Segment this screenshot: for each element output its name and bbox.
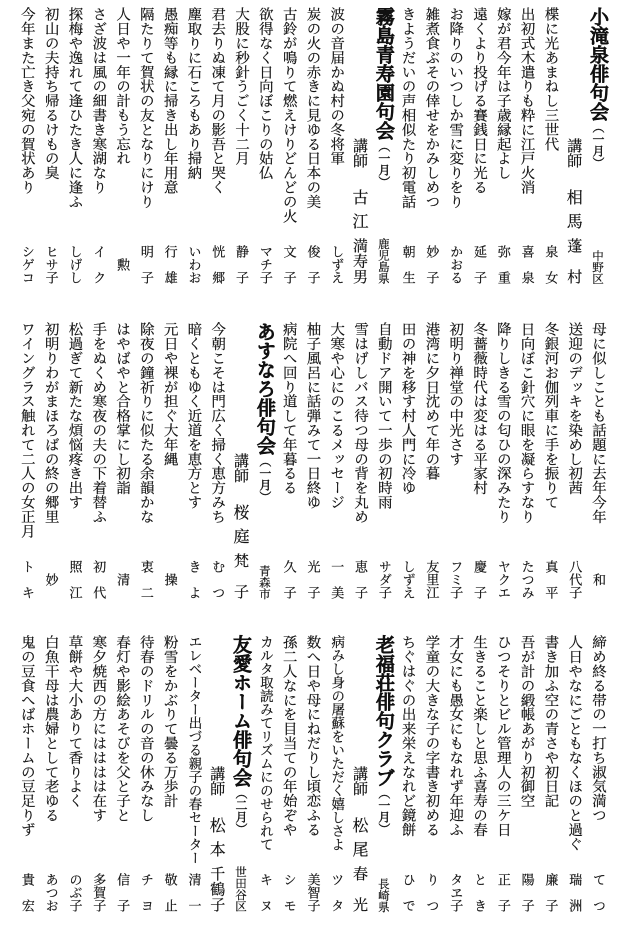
haiku-column [14,315,38,615]
haiku-column [62,315,86,615]
section-title [585,7,609,169]
haiku-column [323,628,347,928]
haiku-column [133,0,157,300]
haiku-author: 恍郷 [209,245,225,284]
haiku-text: 人日や一年の計もう忘れ [114,7,131,166]
haiku-column [538,0,562,300]
haiku-author: あつお [42,873,58,912]
haiku-text: 人日やなにごともなくほのと過ぐ [566,635,583,851]
section-title-column [585,0,609,300]
haiku-author: 恵子 [352,560,368,599]
lecturer-column [204,628,228,928]
haiku-author: 泉女 [542,245,558,284]
haiku-text: 愚痴等も縁に掃き出し年用意 [161,7,178,195]
haiku-column [276,628,300,928]
haiku-author: のぶ子 [66,873,82,912]
haiku-author: 久子 [280,560,296,599]
haiku-column [228,0,252,300]
haiku-text: 手をぬくめ寒夜の夫の下着替ふ [90,322,107,524]
haiku-author: ヒサ子 [42,245,58,284]
lecturer-column [561,0,585,300]
haiku-author: 明子 [137,245,153,284]
haiku-text: 塵取りに石ころもあり掃納 [185,7,202,180]
club-name: 霧島青寿園句会 [372,7,395,140]
haiku-text: 楪に光あまねし三世代 [542,7,559,151]
haiku-author: マチ子 [256,245,272,284]
session-month: （一月） [591,121,605,169]
haiku-author: サダ子 [375,560,391,599]
haiku-author: たつみ [518,560,534,599]
haiku-author: タヱ子 [447,873,463,912]
haiku-column [252,628,276,928]
haiku-column [133,628,157,928]
haiku-author: 衷二 [137,560,153,599]
lecturer-given-name: 蓬村 [565,238,584,284]
haiku-text: 港湾に夕日沈めて年の暮 [423,322,440,481]
haiku-column [38,628,62,928]
haiku-text: 初山の夫持ち帰るけもの臭 [42,7,59,180]
haiku-author: 妙子 [423,245,439,284]
section-title [228,635,252,835]
top-band [0,0,623,300]
haiku-text: 冬銀河お伽列車に手を振りて [542,322,559,510]
haiku-text: 書き加ふ空の青さや初日記 [542,635,559,808]
haiku-column [157,0,181,300]
haiku-text: 待春のドリルの音の休みなし [137,635,154,823]
haiku-text: 雪はげしバス待つ母の背を丸め [352,322,369,524]
haiku-text: 吾が計の緞帳あがり初御空 [518,635,535,808]
haiku-column [38,315,62,615]
haiku-text: 降りしきる雪の匂ひの深みたり [494,322,511,524]
haiku-column [466,628,490,928]
middle-band [0,315,623,615]
haiku-text: 寒夕焼西の方にはははは在す [90,635,107,823]
haiku-column [157,628,181,928]
section-title-column [371,0,395,300]
haiku-author: 陽子 [518,873,534,912]
bottom-band [0,628,623,928]
haiku-column [109,0,133,300]
haiku-column [181,628,205,928]
location: 青森市 [257,564,272,599]
location: 世田谷区 [234,866,249,912]
haiku-column [157,315,181,615]
haiku-column [347,315,371,615]
haiku-author: 友里江 [423,560,439,599]
haiku-column [514,0,538,300]
haiku-text: 学童の大きな子の字書き初める [423,635,440,837]
haiku-text: 田の神を移す村人門に冷ゆ [399,322,416,495]
haiku-author: 弥重 [494,245,510,284]
section-title-column [228,628,252,928]
section-title [371,635,395,835]
haiku-column [109,315,133,615]
haiku-column [300,315,324,615]
haiku-author: 静子 [233,245,249,284]
haiku-text: 雑煮食ぶその倖せをかみしめつ [423,7,440,209]
haiku-column [85,0,109,300]
haiku-text: 君去りぬ凍て月の影吾と哭く [209,7,226,195]
lecturer-surname: 松本 [207,817,227,865]
haiku-text: エレベーター出づる親子の春セーター [185,635,202,865]
haiku-column [442,315,466,615]
haiku-text: 才女にも愚女にもなれず年迎ふ [447,635,464,837]
column-group [14,628,609,928]
haiku-column [276,315,300,615]
haiku-column [490,0,514,300]
column-group [14,315,609,615]
haiku-text: 炭の火の赤きに見ゆる日本の美 [304,7,321,209]
haiku-column [252,0,276,300]
haiku-text: さざ波は風の細書き寒湖なり [90,7,107,195]
haiku-author: しずえ [399,560,415,599]
lecturer-surname: 古江 [350,189,370,237]
haiku-author: 廉子 [542,873,558,912]
haiku-text: きようだいの声相似たり初電話 [399,7,416,209]
haiku-column [442,628,466,928]
haiku-author: 初代 [90,560,106,599]
haiku-column [395,0,419,300]
haiku-text: 探梅や逸れて逢ひたき人に逢ふ [66,7,83,209]
haiku-column [181,315,205,615]
haiku-column [466,0,490,300]
haiku-author: 八代子 [566,560,582,599]
haiku-author: シモ [280,873,296,912]
haiku-column [181,0,205,300]
location: 中野区 [591,249,605,284]
haiku-column [109,628,133,928]
haiku-text: 大寒や心にのこるメッセージ [328,322,345,510]
haiku-author: 操 [161,573,177,586]
haiku-author: 慶子 [471,560,487,599]
haiku-author: イク [90,245,106,284]
column-group [14,0,609,300]
haiku-column [419,628,443,928]
lecturer-column [228,315,252,615]
haiku-author: 真平 [542,560,558,599]
haiku-column [419,315,443,615]
haiku-author: 勲 [114,258,130,271]
lecturer-given-name: 春光 [351,866,370,912]
haiku-column [514,315,538,615]
haiku-text: 柚子風呂に話弾みて一日終ゆ [304,322,321,510]
haiku-author: フミ子 [447,560,463,599]
session-month: （一月） [376,140,391,188]
lecturer-label: 講師 [351,766,370,796]
haiku-author: 文子 [280,245,296,284]
haiku-author: 瑞洲 [566,873,582,912]
haiku-text: 嫁が君今年は子歳縁起よし [494,7,511,180]
haiku-author: チヨ [137,873,153,912]
lecturer-label: 講師 [232,453,251,483]
haiku-column [323,0,347,300]
haiku-text: 冬薔薇時代は変はる平家村 [471,322,488,495]
haiku-column [490,315,514,615]
haiku-text: 送迎のデッキを染めし初茜 [566,322,583,495]
section-title-column [252,315,276,615]
haiku-author: ツタ [328,873,344,912]
haiku-text: 元日や裸が担ぐ大年縄 [161,322,178,466]
haiku-author: かおる [447,245,463,284]
haiku-text: 暗くともゆく近道を恵方とす [185,322,202,510]
haiku-author: 正子 [494,873,510,912]
haiku-text: 草餅や大小ありて香りよく [66,635,83,808]
haiku-text: 初明りわがまほろばの終の郷里 [42,322,59,524]
haiku-column [395,628,419,928]
haiku-text: カルタ取読みてリズムにのせられて [256,635,273,851]
location: 長崎県 [376,877,391,912]
haiku-column [85,628,109,928]
haiku-author: 光子 [304,560,320,599]
haiku-author: キヌ [256,873,272,912]
haiku-text: 粉雪をかぶりて曇る万歩計 [161,635,178,808]
haiku-column [538,315,562,615]
haiku-author: 行雄 [161,245,177,284]
haiku-text: 古鈴が鳴りて燃えけりどんどの火 [280,7,297,223]
haiku-column [490,628,514,928]
haiku-column [371,315,395,615]
haiku-text: 春灯や影絵あそびを父と子と [114,635,131,823]
haiku-text: 松過ぎて新たな煩悩疼き出す [66,322,83,510]
haiku-author: トキ [18,560,34,599]
haiku-text: ひつそりとビル管理人の三ケ日 [494,635,511,837]
haiku-author: 照江 [66,560,82,599]
haiku-column [85,315,109,615]
haiku-author: 信子 [114,873,130,912]
haiku-author: 貴宏 [18,873,34,912]
lecturer-label: 講師 [208,766,227,796]
section-title-column [371,628,395,928]
lecturer-surname: 桜庭 [231,504,251,552]
haiku-author: 清一 [185,873,201,912]
haiku-column [561,315,585,615]
haiku-text: お降りのいつしか雪に変りをり [447,7,464,209]
haiku-text: 波の音届かぬ村の冬将軍 [328,7,345,166]
haiku-author: しずえ [328,245,344,284]
haiku-author: 敬止 [161,873,177,912]
haiku-author: 清 [114,573,130,586]
haiku-column [204,0,228,300]
club-name: 老福荘俳句クラブ [372,635,395,787]
haiku-column [395,315,419,615]
haiku-text: 大股に秒針うごく十二月 [233,7,250,166]
haiku-column [62,628,86,928]
haiku-author: 朝生 [399,245,415,284]
club-name: 友愛ホーム俳句会 [230,635,253,787]
haiku-author: 一美 [328,560,344,599]
haiku-column [419,0,443,300]
haiku-column [585,628,609,928]
haiku-author: むつ [209,560,225,599]
haiku-column [442,0,466,300]
haiku-author: 俊子 [304,245,320,284]
haiku-column [323,315,347,615]
lecturer-label: 講師 [565,138,584,168]
haiku-column [38,0,62,300]
haiku-column [585,315,609,615]
lecturer-given-name: 満寿男 [351,238,370,284]
haiku-text: 除夜の鐘祈りに似たる余韻かな [137,322,154,524]
haiku-text: 孫二人なにを目当ての年始ぞや [280,635,297,837]
haiku-author: 妙 [42,573,58,586]
haiku-column [561,628,585,928]
haiku-author: 喜泉 [518,245,534,284]
haiku-author: きよ [185,560,201,599]
haiku-text: 日向ぼこ針穴に眼を凝らすなり [518,322,535,524]
session-month: （一月） [376,787,391,835]
haiku-author: 和 [590,573,605,586]
haiku-author: ヤクエ [494,560,510,599]
section-title [252,322,276,503]
lecturer-given-name: 梵子 [232,553,251,599]
session-month: （二月） [234,787,249,835]
location: 鹿児島県 [376,238,391,284]
club-name: 小滝泉俳句会 [587,7,609,121]
haiku-text: 病みし身の屠蘇をいただく嬉しさよ [328,635,345,851]
haiku-column [538,628,562,928]
haiku-text: 生きること楽しと思ふ喜寿の春 [471,635,488,837]
haiku-author: 延子 [471,245,487,284]
haiku-column [14,628,38,928]
haiku-column [300,0,324,300]
session-month: （一月） [257,455,272,503]
haiku-text: はやばやと合格掌にし初詣 [114,322,131,495]
haiku-column [466,315,490,615]
haiku-text: 鬼の豆食へばホームの豆足りず [18,635,35,837]
haiku-author: りつ [423,873,439,912]
haiku-author: てつ [590,873,605,912]
haiku-text: 出初式木遣りも粋に江戸火消 [518,7,535,195]
section-title [371,7,395,188]
haiku-column [514,628,538,928]
haiku-column [204,315,228,615]
haiku-text: 遠くより投げる賽銭日に光る [471,7,488,195]
haiku-text: 数へ日や母にねだりし頃恋ふる [304,635,321,837]
lecturer-surname: 相馬 [564,189,584,237]
lecturer-surname: 松尾 [350,817,370,865]
haiku-text: 欲得なく日向ぼこりの姑仏 [256,7,273,180]
haiku-text: 隔たりて賀状の友となりにけり [137,7,154,209]
lecturer-column [347,0,371,300]
haiku-author: しげし [66,245,82,284]
haiku-text: 初明り禅堂の中光さす [447,322,464,466]
club-name: あすなろ俳句会 [253,322,276,455]
lecturer-label: 講師 [351,138,370,168]
haiku-author: シゲコ [18,245,34,284]
haiku-text: 病院へ回り道して年暮るる [280,322,297,495]
haiku-text: 今朝こそは門広く掃く恵方みち [209,322,226,524]
haiku-column [14,0,38,300]
haiku-text: 締め終る帯の一打ち淑気満つ [590,635,606,823]
haiku-author: 多賀子 [90,873,106,912]
haiku-text: 今年また亡き父宛の賀状あり [18,7,35,195]
haiku-column [300,628,324,928]
haiku-text: 母に似しことも話題に去年今年 [590,322,606,524]
haiku-author: ひで [399,873,415,912]
haiku-author: 美智子 [304,873,320,912]
lecturer-given-name: 千鶴子 [208,866,227,912]
haiku-author: いわお [185,245,201,284]
haiku-text: 自動ドア開いて一歩の初時雨 [375,322,392,510]
haiku-column [62,0,86,300]
haiku-text: ワイングラス触れて二人の女正月 [18,322,35,538]
haiku-column [133,315,157,615]
haiku-column [276,0,300,300]
haiku-text: 白魚干母は農婦として老ゆる [42,635,59,823]
haiku-author: とき [471,873,487,912]
haiku-text: ちぐはぐの出来栄えなれど鏡餅 [399,635,416,837]
lecturer-column [347,628,371,928]
